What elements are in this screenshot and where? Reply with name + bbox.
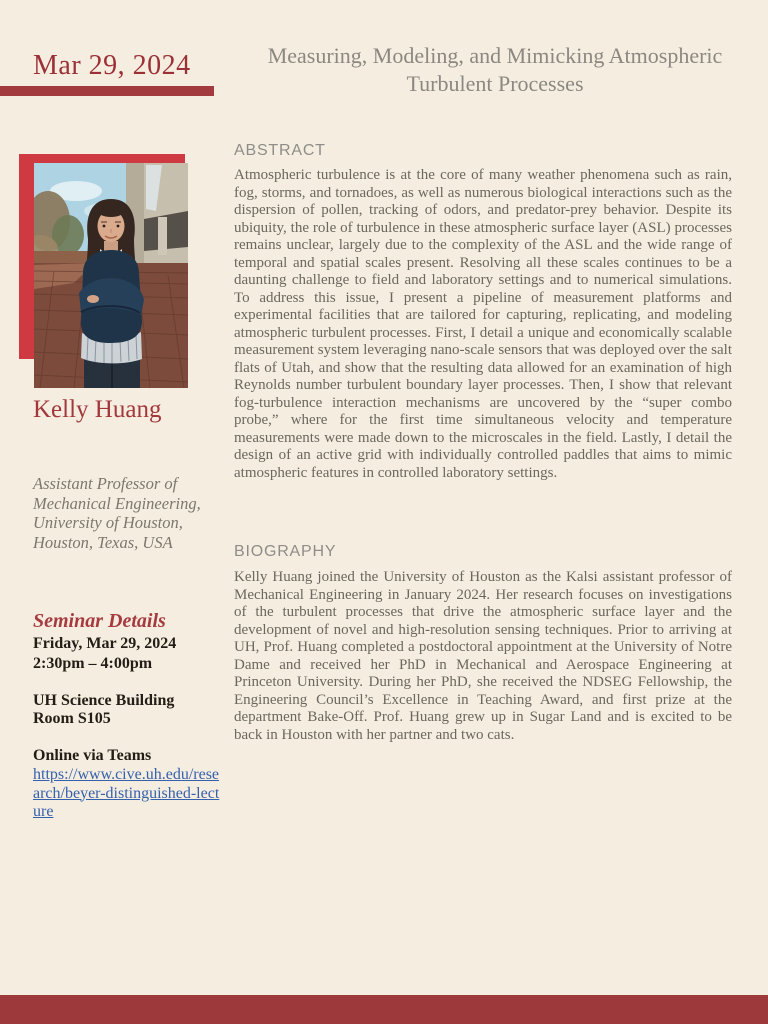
footer-accent-bar bbox=[0, 995, 768, 1024]
abstract-body: Atmospheric turbulence is at the core of many weather phenomena such as rain, fog, storms, and tornadoes, as well as numerous biological interactions such as the dispersion of pollen, tracking of odors, and predator-prey behavior. Despite its ubiquity, the role of turbulence in these atmospheric surface layer (ASL) processes remains unclear, largely due to the complexity of the ASL and the wide range of temporal and spatial scales present. Resolving all these scales continues to be a daunting challenge to field and laboratory settings and to numerical simulations. To address this issue, I present a pipeline of measurement platforms and experimental facilities that are tailored for capturing, replicating, and modeling atmospheric turbulent processes. First, I detail a unique and economically scalable measurement system leveraging nano-scale sensors that was deployed over the salt flats of Utah, and show that the resulting data allowed for an examination of high Reynolds number turbulent boundary layer processes. Then, I show that relevant fog-turbulence interaction mechanisms are uncovered by the “super combo probe,” where for the first time simultaneous velocity and temperature measurements were made down to the microscales in the field. Lastly, I detail the design of an active grid with individually controlled paddles that aims to mimic atmospheric features in controlled laboratory settings. bbox=[234, 167, 732, 481]
biography-heading: BIOGRAPHY bbox=[234, 543, 337, 560]
seminar-location-building: UH Science Building bbox=[33, 692, 175, 709]
speaker-affiliation: Assistant Professor of Mechanical Engineering, University of Houston, Houston, Texas, USA bbox=[33, 474, 201, 552]
seminar-details-heading: Seminar Details bbox=[33, 610, 166, 632]
abstract-heading: ABSTRACT bbox=[234, 142, 326, 159]
seminar-date-line: Friday, Mar 29, 2024 bbox=[33, 635, 177, 652]
online-via-teams-label: Online via Teams bbox=[33, 747, 152, 764]
seminar-location-room: Room S105 bbox=[33, 710, 111, 727]
flyer-date: Mar 29, 2024 bbox=[33, 50, 191, 81]
speaker-name: Kelly Huang bbox=[33, 396, 162, 423]
speaker-portrait-photo bbox=[34, 163, 188, 388]
seminar-time-line: 2:30pm – 4:00pm bbox=[33, 655, 153, 672]
seminar-lecture-link[interactable]: https://www.cive.uh.edu/research/beyer-distinguished-lecture bbox=[33, 766, 220, 820]
page-title: Measuring, Modeling, and Mimicking Atmospheric Turbulent Processes bbox=[267, 43, 723, 96]
person-figure bbox=[79, 199, 144, 388]
biography-body: Kelly Huang joined the University of Houston as the Kalsi assistant professor of Mechanical Engineering in January 2024. Her research focuses on investigations of the turbulent processes that drive the atmospheric surface layer and the development of novel and high-resolution sensing techniques. Prior to arriving at UH, Prof. Huang completed a postdoctoral appointment at the University of Notre Dame and received her PhD in Mechanical and Aerospace Engineering at Princeton University. During her PhD, she received the NDSEG Fellowship, the Engineering Council’s Excellence in Teaching Award, and first prize at the department Bake-Off. Prof. Huang grew up in Sugar Land and is excited to be back in Houston with her partner and two cats. bbox=[234, 569, 732, 743]
date-underline-bar bbox=[0, 86, 214, 96]
